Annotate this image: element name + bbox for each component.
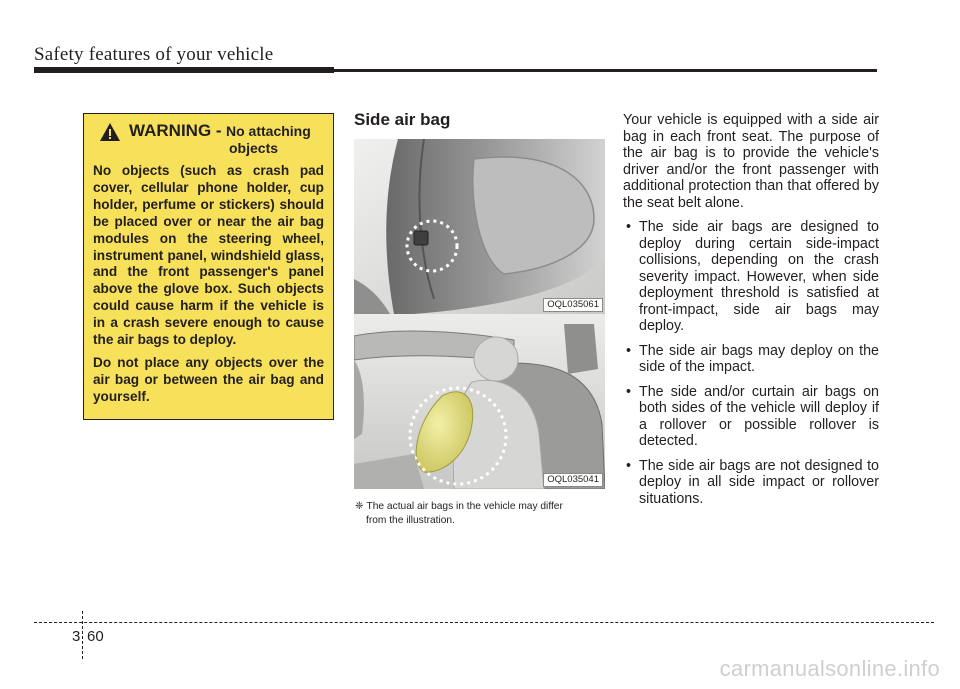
figure-note: [355, 500, 607, 528]
bullet-dot: •: [626, 383, 632, 400]
warning-heading-text: [129, 122, 311, 157]
page-number: 60: [87, 628, 104, 645]
watermark: carmanualsonline.info: [719, 656, 940, 681]
bullet-list: [623, 219, 879, 507]
warning-box: [83, 113, 334, 420]
list-item: [623, 384, 879, 450]
figure-airbag-deploy: [354, 314, 605, 489]
warning-subtitle-cont: objects: [229, 140, 279, 156]
bullet-dot: •: [626, 342, 632, 359]
seat-side-illustration: [354, 139, 605, 314]
header-bar: [34, 67, 334, 73]
footer-divider: [82, 611, 83, 659]
body-text-column: [623, 112, 879, 515]
section-title: Side air bag: [354, 110, 451, 129]
list-item: [623, 343, 879, 376]
note-mark: ❈: [355, 501, 364, 512]
warning-heading: [99, 122, 324, 157]
bullet-dot: •: [626, 219, 632, 235]
warning-triangle-icon: [99, 122, 121, 142]
warning-subtitle: No attaching: [226, 123, 311, 139]
note-text-line1: The actual air bags in the vehicle may differ: [366, 501, 563, 512]
bullet-text: The side and/or curtain air bags on both sides of the vehicle will deploy if a rollover or possible rollover is detected.: [639, 383, 879, 449]
note-text-line2: from the illustration.: [366, 515, 455, 526]
warning-paragraph: No objects (such as crash pad cover, cellular phone holder, cup holder, perfume or stickers) should be placed over or near the air bag modules on the steering wheel, instrument panel, windshield glass, and the front passenger's panel above the glove box. Such objects could cause harm if the vehicle is in a crash severe enough to cause the air bags to deploy.: [93, 163, 324, 348]
figure-seat-closeup: [354, 139, 605, 314]
page-header-title: Safety features of your vehicle: [34, 44, 274, 65]
figure-code-bottom: OQL035041: [543, 473, 603, 487]
list-item: [623, 458, 879, 508]
bullet-text: The side air bags may deploy on the side of the impact.: [639, 342, 879, 375]
bullet-dot: •: [626, 457, 632, 474]
airbag-deploy-illustration: [354, 314, 605, 489]
bullet-text: The side air bags are designed to deploy during certain side-impact collisions, depending on the crash severity impact. However, when side deployment threshold is satisfied at front-impact, side air bags may deploy.: [639, 219, 879, 334]
warning-paragraph: Do not place any objects over the air bag or between the air bag and yourself.: [93, 354, 324, 404]
footer-rule: [34, 622, 934, 623]
bullet-text: The side air bags are not designed to deploy in all side impact or rollover situations.: [639, 457, 879, 507]
chapter-number: 3: [72, 628, 81, 645]
intro-paragraph: Your vehicle is equipped with a side air bag in each front seat. The purpose of the air bag is to provide the vehicle's driver and/or the front passenger with additional protection than that offered by the seat belt alone.: [623, 112, 879, 211]
list-item: [623, 219, 879, 335]
header-rule: [334, 69, 877, 72]
figure-code-top: OQL035061: [543, 298, 603, 312]
warning-word: WARNING -: [129, 121, 222, 140]
